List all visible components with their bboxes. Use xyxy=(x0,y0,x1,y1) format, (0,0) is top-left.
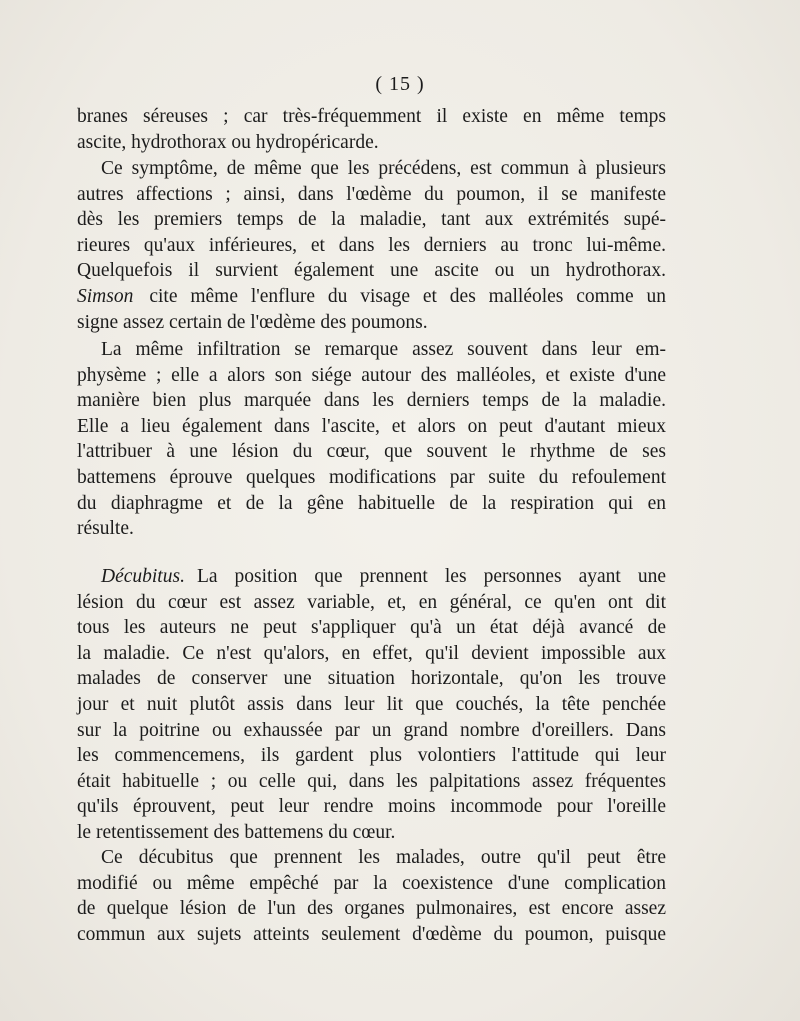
text-line: La même infiltration se remarque assez souvent dans leur em- xyxy=(101,339,666,360)
text-line: rieures qu'aux inférieures, et dans les derniers au tronc lui-même. xyxy=(77,234,666,256)
text-line: Elle a lieu également dans l'ascite, et alors on peut d'autant mieux xyxy=(77,415,666,437)
text-line: signe assez certain de l'œdème des poumons. xyxy=(77,311,428,333)
section-heading: Décubitus. xyxy=(101,566,185,587)
page-number: ( 15 ) xyxy=(375,73,425,95)
text-line: battemens éprouve quelques modifications par suite du refoulement xyxy=(77,466,666,488)
paragraph-3 xyxy=(77,337,666,542)
text-line: branes séreuses ; car très-fréquemment il existe en même temps xyxy=(77,106,666,127)
text-line: était habituelle ; ou celle qui, dans les palpitations assez fréquentes xyxy=(77,770,666,792)
paragraph-1 xyxy=(77,104,666,155)
text-line: la maladie. Ce n'est qu'alors, en effet, qu'il devient impossible aux xyxy=(77,642,666,664)
text-line: l'attribuer à une lésion du cœur, que souvent le rhythme de ses xyxy=(77,441,666,463)
text-line: du diaphragme et de la gêne habituelle de la respiration qui en xyxy=(77,492,666,514)
paragraph-5 xyxy=(77,845,666,947)
text-line: commun aux sujets atteints seulement d'œdème du poumon, puisque xyxy=(77,923,666,945)
author-name: Simson xyxy=(77,285,134,307)
text-line: manière bien plus marquée dans les derniers temps de la maladie. xyxy=(77,390,666,412)
text-line: lésion du cœur est assez variable, et, en général, ce qu'en ont dit xyxy=(77,591,666,613)
text-line-rest: La position que prennent les personnes ayant une xyxy=(196,566,666,587)
paragraph-2 xyxy=(77,156,666,335)
text-line: autres affections ; ainsi, dans l'œdème du poumon, il se manifeste xyxy=(77,183,666,205)
text-line: résulte. xyxy=(77,518,134,540)
text-line: Quelquefois il survient également une ascite ou un hydrothorax. xyxy=(77,260,666,282)
text-line: qu'ils éprouvent, peut leur rendre moins incommode pour l'oreille xyxy=(77,796,666,818)
text-line: dès les premiers temps de la maladie, tant aux extrémités supé- xyxy=(77,209,666,231)
text-line-rest: cite même l'enflure du visage et des malléoles comme un xyxy=(149,285,666,307)
text-line: Ce décubitus que prennent les malades, outre qu'il peut être xyxy=(101,847,666,868)
text-line: tous les auteurs ne peut s'appliquer qu'à un état déjà avancé de xyxy=(77,617,666,639)
text-line: physème ; elle a alors son siége autour des malléoles, et existe d'une xyxy=(77,364,666,386)
text-line: jour et nuit plutôt assis dans leur lit que couchés, la tête penchée xyxy=(77,693,666,715)
text-line: modifié ou même empêché par la coexistence d'une complication xyxy=(77,872,666,894)
text-line: malades de conserver une situation horizontale, qu'on les trouve xyxy=(77,668,666,690)
text-line-with-citation xyxy=(77,284,666,310)
paragraph-decubitus xyxy=(77,564,666,846)
text-line: sur la poitrine ou exhaussée par un grand nombre d'oreillers. Dans xyxy=(77,719,666,741)
text-line: les commencemens, ils gardent plus volontiers l'attitude qui leur xyxy=(77,745,666,767)
text-line: ascite, hydrothorax ou hydropéricarde. xyxy=(77,131,379,153)
text-line-with-heading xyxy=(77,564,666,590)
text-line: le retentissement des battemens du cœur. xyxy=(77,821,396,843)
text-line: Ce symptôme, de même que les précédens, est commun à plusieurs xyxy=(101,158,666,179)
text-line: de quelque lésion de l'un des organes pulmonaires, est encore assez xyxy=(77,898,666,920)
